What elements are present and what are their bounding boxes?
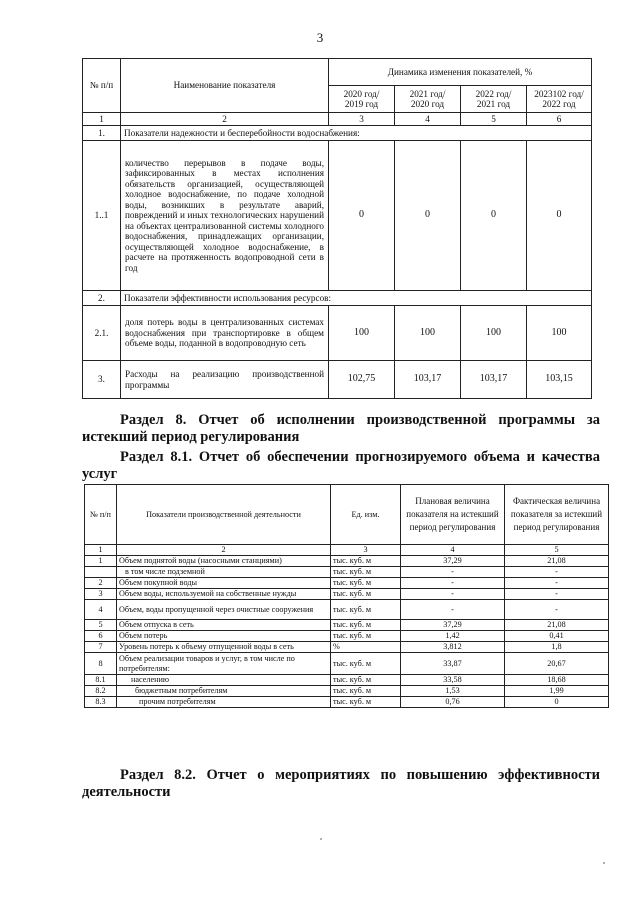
table-row: [85, 567, 609, 578]
t1-row-num: 1..1: [83, 141, 121, 291]
table-row: [85, 675, 609, 686]
scan-speck: [603, 862, 605, 864]
table-row: [85, 556, 609, 567]
section-8-2-heading: Раздел 8.2. Отчет о мероприятиях по повышению эффективности деятельности: [82, 767, 600, 800]
t1-value: 103,17: [395, 361, 461, 399]
t2-row-fact: 21,08: [505, 556, 609, 567]
t2-head-unit: Ед. изм.: [331, 485, 401, 545]
t1-value: 103,15: [527, 361, 592, 399]
t2-row-num: 3: [85, 589, 117, 600]
t2-row-plan: 33,58: [401, 675, 505, 686]
t1-row-text: Расходы на реализацию производственной программы: [121, 361, 329, 399]
t1-colnum: 1: [83, 113, 121, 126]
t2-row-num: 8.2: [85, 686, 117, 697]
t2-head-num: № п/п: [85, 485, 117, 545]
t1-colnum: 6: [527, 113, 592, 126]
t2-row-name: в том числе подземной: [117, 567, 331, 578]
t2-row-unit: %: [331, 642, 401, 653]
t2-head-name: Показатели производственной деятельности: [117, 485, 331, 545]
t2-row-name: Объем, воды пропущенной через очистные сооружения: [117, 600, 331, 620]
t2-row-fact: 18,68: [505, 675, 609, 686]
t2-row-plan: -: [401, 567, 505, 578]
section-8-1-heading: Раздел 8.1. Отчет об обеспечении прогнозируемого объема и качества услуг: [82, 449, 600, 482]
table-row: [85, 620, 609, 631]
t1-value: 100: [461, 306, 527, 361]
t2-row-num: [85, 567, 117, 578]
t1-value: 100: [329, 306, 395, 361]
t2-row-plan: 1,53: [401, 686, 505, 697]
t2-row-fact: 21,08: [505, 620, 609, 631]
t2-row-name: Объем воды, используемой на собственные нужды: [117, 589, 331, 600]
t1-colnum: 5: [461, 113, 527, 126]
t1-head-name: Наименование показателя: [121, 59, 329, 113]
t1-period: 2021 год/ 2020 год: [395, 86, 461, 113]
t2-row-plan: -: [401, 589, 505, 600]
t2-row-fact: -: [505, 589, 609, 600]
t2-row-plan: 37,29: [401, 556, 505, 567]
t1-period: 2023102 год/ 2022 год: [527, 86, 592, 113]
table-row: [85, 642, 609, 653]
t1-row-text: количество перерывов в подаче воды, зафиксированных в местах исполнения обязательств организацией, осуществляющей холодное водоснабжение, по подаче холодной воды, возникших в результате аварий, повреждений и иных технологических нарушений на объектах централизованной системы холодного водоснабжения, принадлежащих организации, осуществляющей холодное водоснабжение, в расчете на протяженность водопроводной сети в год: [121, 141, 329, 291]
t2-row-num: 2: [85, 578, 117, 589]
t2-row-unit: тыс. куб. м: [331, 589, 401, 600]
t1-head-num: № п/п: [83, 59, 121, 113]
t2-row-plan: 0,76: [401, 697, 505, 708]
t1-row-num: 3.: [83, 361, 121, 399]
t2-row-name: Объем отпуска в сеть: [117, 620, 331, 631]
t1-value: 103,17: [461, 361, 527, 399]
t2-row-name: населению: [117, 675, 331, 686]
t2-row-fact: 1,99: [505, 686, 609, 697]
t2-row-num: 5: [85, 620, 117, 631]
t2-colnum: 4: [401, 545, 505, 556]
t2-row-num: 7: [85, 642, 117, 653]
table-row: [85, 578, 609, 589]
indicators-table: [82, 58, 592, 399]
t2-row-unit: тыс. куб. м: [331, 578, 401, 589]
t1-value: 100: [527, 306, 592, 361]
t2-row-unit: тыс. куб. м: [331, 697, 401, 708]
t2-row-plan: -: [401, 578, 505, 589]
table-row: [85, 589, 609, 600]
section-8-heading: Раздел 8. Отчет об исполнении производственной программы за истекший период регулирования: [82, 412, 600, 445]
t2-row-name: Объем потерь: [117, 631, 331, 642]
t2-head-plan: Плановая величина показателя на истекший период регулирования: [401, 485, 505, 545]
page-number: 3: [316, 30, 324, 45]
t1-colnum: 4: [395, 113, 461, 126]
t1-value: 102,75: [329, 361, 395, 399]
t2-row-name: Уровень потерь к объему отпущенной воды в сеть: [117, 642, 331, 653]
table-row: [85, 600, 609, 620]
t2-row-num: 6: [85, 631, 117, 642]
t2-row-unit: тыс. куб. м: [331, 567, 401, 578]
t1-colnum: 3: [329, 113, 395, 126]
scan-speck: [320, 838, 322, 840]
t2-row-plan: -: [401, 600, 505, 620]
t2-row-num: 4: [85, 600, 117, 620]
t1-value: 0: [395, 141, 461, 291]
t2-row-fact: -: [505, 567, 609, 578]
t2-colnum: 5: [505, 545, 609, 556]
t2-row-fact: 0,41: [505, 631, 609, 642]
t1-value: 0: [461, 141, 527, 291]
t2-colnum: 2: [117, 545, 331, 556]
t1-section-num: 2.: [83, 291, 121, 306]
t2-row-name: Объем поднятой воды (насосными станциями): [117, 556, 331, 567]
t2-row-unit: тыс. куб. м: [331, 620, 401, 631]
t1-value: 100: [395, 306, 461, 361]
table-row: [85, 631, 609, 642]
t2-colnum: 3: [331, 545, 401, 556]
t2-row-fact: 1,8: [505, 642, 609, 653]
t1-row-text: доля потерь воды в централизованных системах водоснабжения при транспортировке в общем объеме воды, поданной в водопроводную сеть: [121, 306, 329, 361]
t1-head-dynamics: Динамика изменения показателей, %: [329, 59, 592, 86]
t2-row-num: 8.1: [85, 675, 117, 686]
production-table: [84, 484, 609, 708]
t2-row-plan: 37,29: [401, 620, 505, 631]
t2-row-unit: тыс. куб. м: [331, 631, 401, 642]
t1-section-title: Показатели надежности и бесперебойности водоснабжения:: [121, 126, 592, 141]
t2-row-fact: 0: [505, 697, 609, 708]
t1-section-num: 1.: [83, 126, 121, 141]
t1-value: 0: [527, 141, 592, 291]
t2-row-num: 1: [85, 556, 117, 567]
t1-period: 2020 год/ 2019 год: [329, 86, 395, 113]
table-row: [85, 653, 609, 675]
t2-row-plan: 1,42: [401, 631, 505, 642]
table-row: [85, 697, 609, 708]
t2-row-unit: тыс. куб. м: [331, 653, 401, 675]
t2-row-name: прочим потребителям: [117, 697, 331, 708]
t2-row-unit: тыс. куб. м: [331, 675, 401, 686]
t2-row-plan: 33,87: [401, 653, 505, 675]
t2-row-name: бюджетным потребителям: [117, 686, 331, 697]
t2-row-num: 8: [85, 653, 117, 675]
t2-row-unit: тыс. куб. м: [331, 686, 401, 697]
t2-row-name: Объем реализации товаров и услуг, в том числе по потребителям:: [117, 653, 331, 675]
t2-head-fact: Фактическая величина показателя за истекший период регулирования: [505, 485, 609, 545]
t2-row-plan: 3,812: [401, 642, 505, 653]
t2-row-num: 8.3: [85, 697, 117, 708]
t2-row-unit: тыс. куб. м: [331, 600, 401, 620]
t1-row-num: 2.1.: [83, 306, 121, 361]
t2-row-name: Объем покупной воды: [117, 578, 331, 589]
t2-row-fact: -: [505, 600, 609, 620]
t2-row-unit: тыс. куб. м: [331, 556, 401, 567]
t2-row-fact: 20,67: [505, 653, 609, 675]
t1-value: 0: [329, 141, 395, 291]
t2-row-fact: -: [505, 578, 609, 589]
t2-colnum: 1: [85, 545, 117, 556]
t1-period: 2022 год/ 2021 год: [461, 86, 527, 113]
t1-section-title: Показатели эффективности использования ресурсов:: [121, 291, 592, 306]
t1-colnum: 2: [121, 113, 329, 126]
table-row: [85, 686, 609, 697]
